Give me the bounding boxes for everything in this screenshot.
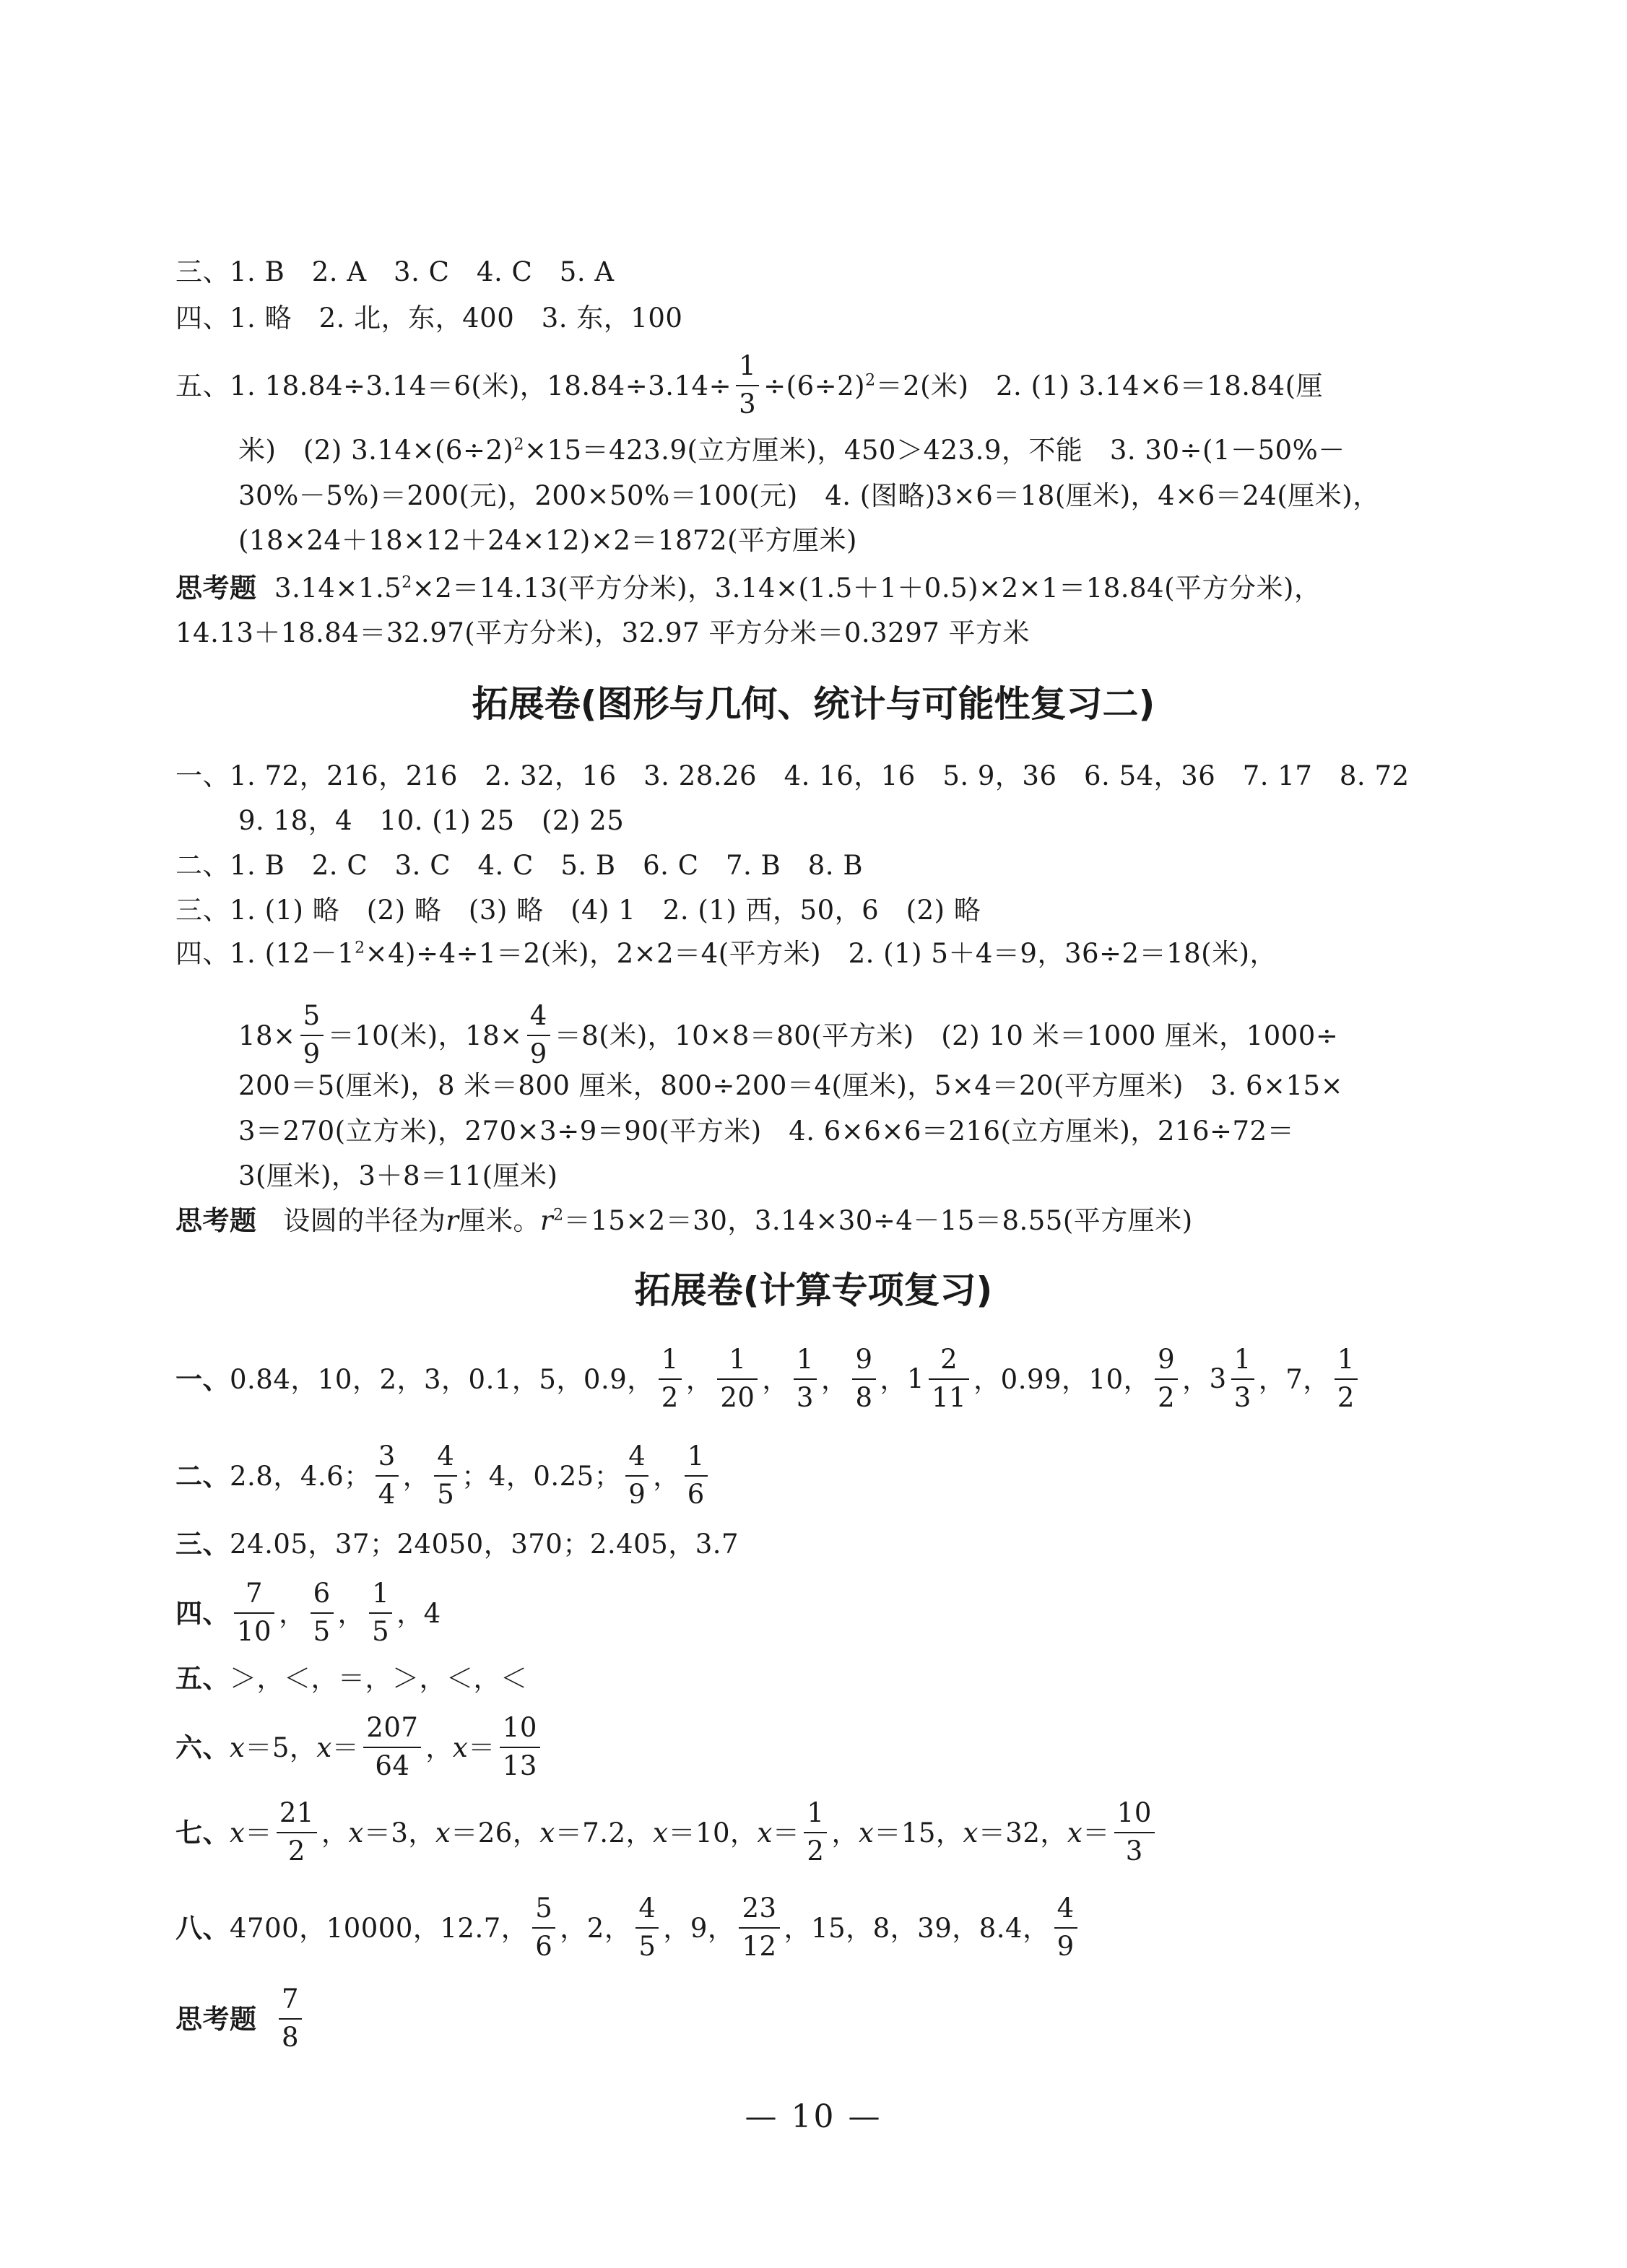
- answer-line-ba: 八、4700，10000，12.7， $\frac{5}{6}$ ，2， $\frac{4}{5}$ ，9， $\frac{23}{12}$ ，15，8，39，8.4， $\frac{4}{9}$: [175, 1896, 1082, 1965]
- fraction: $\frac{1}{5}$: [369, 1578, 392, 1647]
- answer-line-si-1: 四、1. $(12-1^2\times 4)\div 4\div 1=2$(米)，2×2＝4(平方米) 2. (1) 5＋4＝9，36÷2＝18(米)，: [175, 938, 1277, 969]
- fraction: $\frac{1}{2}$: [659, 1344, 682, 1413]
- answer-line-si-2: 18× $\frac{5}{9}$ ＝10(米)，18× $\frac{4}{9}$ ＝8(米)，10×8＝80(平方米) (2) 10 米＝1000 厘米，1000÷: [238, 1000, 1339, 1069]
- answer-line-liu: 六、x＝5，x＝ $\frac{207}{64}$ ，x＝ $\frac{10}{13}$: [175, 1716, 544, 1784]
- fraction: $\frac{2}{11}$: [929, 1344, 969, 1413]
- answer-line-si: 四、1. 略 2. 北，东，400 3. 东，100: [175, 303, 683, 334]
- fraction: $\frac{207}{64}$: [363, 1713, 421, 1781]
- fraction: $\frac{10}{13}$: [500, 1713, 540, 1781]
- answer-line-si-5: 3(厘米)，3＋8＝11(厘米): [238, 1160, 558, 1191]
- think-line: 思考题 设圆的半径为r厘米。$r^2=15\times 2=30$，3.14×30÷4－15＝8.55(平方厘米): [175, 1204, 1193, 1236]
- fraction: $\frac{7}{8}$: [279, 1984, 302, 2053]
- fraction: $\frac{1}{20}$: [717, 1344, 758, 1413]
- answer-line-er: 二、1. B 2. C 3. C 4. C 5. B 6. C 7. B 8. B: [175, 850, 864, 881]
- fraction: $\frac{6}{5}$: [311, 1578, 334, 1647]
- answer-line-san: 三、1. (1) 略 (2) 略 (3) 略 (4) 1 2. (1) 西，50，6 (2) 略: [175, 895, 981, 926]
- fraction: $\frac{3}{4}$: [376, 1441, 399, 1510]
- answer-line-si-4: 3＝270(立方米)，270×3÷9＝90(平方米) 4. 6×6×6＝216(立方厘米)，216÷72＝: [238, 1116, 1295, 1147]
- page-number: — 10 —: [745, 2098, 882, 2135]
- fraction: $\frac{9}{8}$: [852, 1344, 875, 1413]
- fraction: $\frac{21}{2}$: [277, 1798, 317, 1867]
- fraction: $\frac{10}{3}$: [1114, 1798, 1155, 1867]
- think-line-2: 14.13＋18.84＝32.97(平方分米)，32.97 平方分米＝0.3297 平方米: [175, 617, 1031, 648]
- fraction: $\frac{4}{5}$: [434, 1441, 457, 1510]
- fraction: $\frac{4}{9}$: [1054, 1893, 1077, 1962]
- fraction: $\frac{1}{2}$: [804, 1798, 827, 1867]
- answer-line-wu-4: (18×24＋18×12＋24×12)×2＝1872(平方厘米): [238, 525, 857, 556]
- fraction: $\frac{4}{9}$: [527, 1001, 550, 1069]
- fraction: $\frac{5}{9}$: [300, 1001, 324, 1069]
- fraction: $\frac{1}{2}$: [1335, 1344, 1358, 1413]
- fraction: $\frac{5}{6}$: [532, 1893, 555, 1962]
- fraction: $\frac{1}{3}$: [1231, 1344, 1254, 1413]
- answer-line-si-3: 200＝5(厘米)，8 米＝800 厘米，800÷200＝4(厘米)，5×4＝20(平方厘米) 3. 6×15×: [238, 1070, 1344, 1101]
- answer-line-wu-2: 米) (2) $3.14\times(6\div 2)^2\times 15=423.9$(立方厘米)，450＞423.9，不能 3. 30÷(1－50%－: [238, 435, 1345, 466]
- answer-line-san: 三、1. B 2. A 3. C 4. C 5. A: [175, 256, 615, 287]
- answer-line-qi: 七、x＝ $\frac{21}{2}$ ，x＝3，x＝26，x＝7.2，x＝10，x＝ $\frac{1}{2}$ ，x＝15，x＝32，x＝ $\frac{10}{3}$: [175, 1801, 1159, 1869]
- answer-line-yi-2: 9. 18，4 10. (1) 25 (2) 25: [238, 805, 625, 836]
- answer-line-yi-1: 一、1. 72，216，216 2. 32，16 3. 28.26 4. 16，16 5. 9，36 6. 54，36 7. 17 8. 72: [175, 760, 1410, 791]
- fraction: $\frac{1}{3}$: [794, 1344, 817, 1413]
- answer-line-wu-3: 30%－5%)＝200(元)，200×50%＝100(元) 4. (图略)3×6＝18(厘米)，4×6＝24(厘米)，: [238, 480, 1380, 511]
- fraction: $\frac{1}{3}$: [736, 351, 759, 420]
- fraction: $\frac{4}{9}$: [625, 1441, 648, 1510]
- answer-line-wu-1: 五、1. 18.84÷3.14＝6(米)，18.84÷3.14÷ $\frac{1}{3}$ $\div(6\div 2)^2=2$(米) 2. (1) 3.14×6＝18.84(厘: [175, 350, 1324, 420]
- answer-line-wu: 五、＞，＜，＝，＞，＜，＜: [175, 1662, 528, 1694]
- answer-line-san: 三、24.05，37；24050，370；2.405，3.7: [175, 1528, 739, 1560]
- section-title-calculation: 拓展卷(计算专项复习): [634, 1269, 993, 1311]
- think-line: 思考题 $\frac{7}{8}$: [175, 1987, 306, 2056]
- answer-line-er: 二、2.8，4.6； $\frac{3}{4}$ ， $\frac{4}{5}$ ；4，0.25； $\frac{4}{9}$ ， $\frac{1}{6}$: [175, 1444, 712, 1513]
- answer-line-yi: 一、0.84，10，2，3，0.1，5，0.9， $\frac{1}{2}$ ， $\frac{1}{20}$ ， $\frac{1}{3}$ ， $\frac{9}{8}$ ，1 $\frac{2}{11}$ ，0.99，10， $\frac{9}{2}$ ，3 $\frac{1}{3}$ ，7， $\frac{1}{2}$: [175, 1347, 1362, 1416]
- think-line-1: 思考题 $3.14\times 1.5^2\times 2=14.13$(平方分米)，3.14×(1.5＋1＋0.5)×2×1＝18.84(平方分米)，: [175, 572, 1322, 604]
- section-title-geometry: 拓展卷(图形与几何、统计与可能性复习二): [472, 683, 1155, 725]
- fraction: $\frac{9}{2}$: [1155, 1344, 1178, 1413]
- fraction: $\frac{23}{12}$: [739, 1893, 779, 1962]
- fraction: $\frac{4}{5}$: [635, 1893, 659, 1962]
- fraction: $\frac{7}{10}$: [234, 1578, 274, 1647]
- fraction: $\frac{1}{6}$: [685, 1441, 708, 1510]
- answer-line-si: 四、 $\frac{7}{10}$ ， $\frac{6}{5}$ ， $\frac{1}{5}$ ，4: [175, 1578, 441, 1647]
